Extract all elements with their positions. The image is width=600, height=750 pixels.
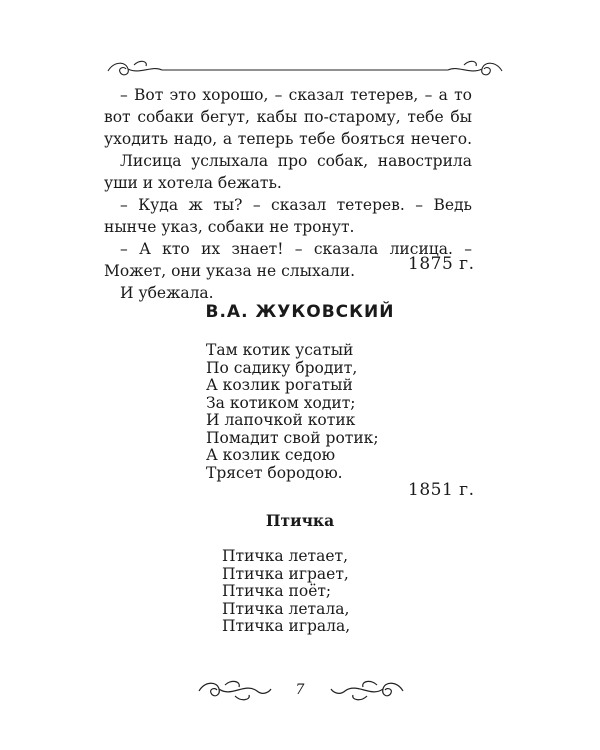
poem-line: Птичка летает,: [222, 547, 349, 565]
year-label: 1851 г.: [408, 480, 475, 500]
poem-block: [222, 548, 350, 636]
poem-block: [206, 342, 379, 482]
poem-line: А козлик седою: [206, 446, 336, 464]
page-number: 7: [295, 682, 305, 698]
prose-paragraph: Лисица услыхала про собак, навострила уши и хотела бежать.: [104, 152, 472, 192]
author-heading: В.А. ЖУКОВСКИЙ: [205, 302, 395, 322]
prose-paragraph: И убежала.: [120, 284, 214, 302]
poem-line: Птичка поёт;: [222, 582, 332, 600]
poem-line: Птичка летала,: [222, 599, 350, 618]
poem-line: Трясет бородою.: [206, 463, 343, 482]
prose-paragraph: – Куда ж ты? – сказал тетерев. – Ведь нынче указ, собаки не тронут.: [104, 196, 472, 236]
poem-line: А козлик рогатый: [206, 376, 353, 394]
year-label: 1875 г.: [408, 254, 475, 274]
header-ornament: [100, 55, 510, 85]
poem-title: Птичка: [265, 511, 335, 530]
poem-line: Там котик усатый: [206, 341, 354, 359]
poem-line: И лапочкой котик: [206, 411, 356, 429]
poem-line: Птичка играла,: [222, 617, 351, 635]
poem-line: По садику бродит,: [206, 358, 358, 377]
prose-paragraph: – А кто их знает! – сказала лисица. – Может, они указа не слыхали.: [104, 240, 472, 280]
prose-paragraph: – Вот это хорошо, – сказал тетерев, – а то вот собаки бегут, кабы по-старому, тебе бы уходить надо, а теперь тебе бояться нечего.: [104, 86, 472, 148]
poem-line: Помадит свой ротик;: [206, 428, 379, 447]
poem-line: За котиком ходит;: [206, 393, 356, 412]
poem-line: Птичка играет,: [222, 564, 349, 583]
